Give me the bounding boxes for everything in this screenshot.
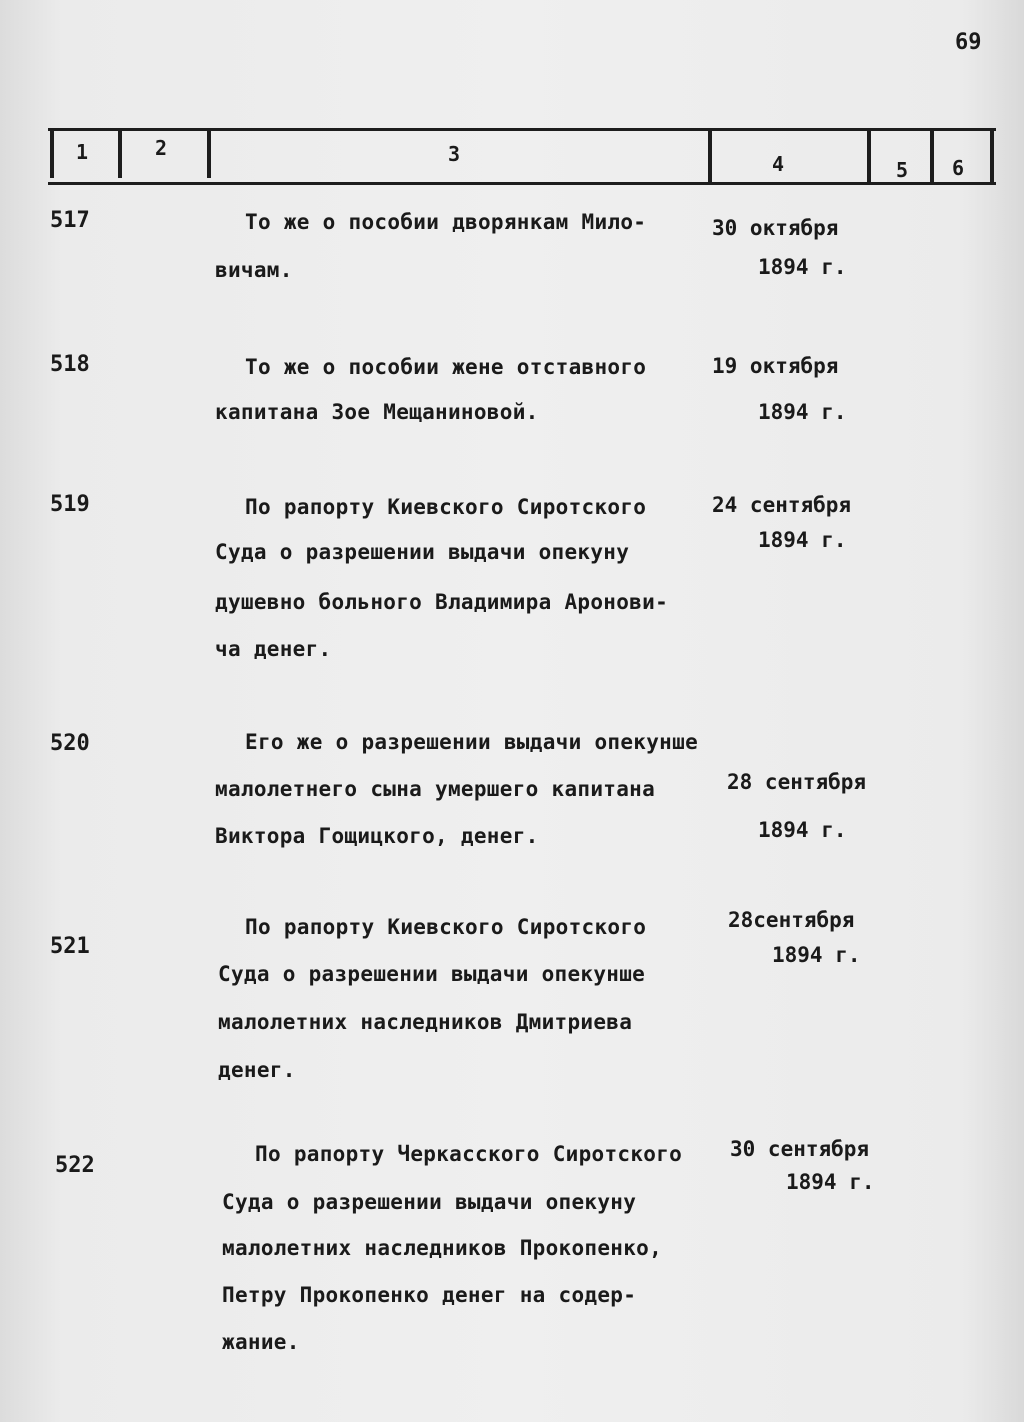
- header-bottom-rule: [48, 182, 996, 185]
- entry-text-line: То же о пособии жене отставного: [245, 355, 647, 379]
- entry-year: 1894 г.: [758, 400, 847, 424]
- header-col-1: 1: [76, 140, 89, 164]
- entry-number: 521: [50, 934, 90, 959]
- entry-year: 1894 г.: [758, 818, 847, 842]
- entry-text-line: Виктора Гощицкого, денег.: [215, 824, 539, 848]
- header-col-2: 2: [155, 136, 168, 160]
- entry-text-line: Суда о разрешении выдачи опекунше: [218, 962, 646, 986]
- header-divider: [118, 130, 122, 178]
- entry-date: 24 сентября: [712, 493, 852, 517]
- entry-text-line: жание.: [222, 1330, 300, 1354]
- entry-text-line: вичам.: [215, 258, 293, 282]
- header-divider: [50, 130, 54, 178]
- entry-text-line: капитана Зое Мещаниновой.: [215, 400, 539, 424]
- entry-number: 520: [50, 731, 90, 756]
- entry-date: 30 октября: [712, 216, 839, 240]
- entry-text-line: Суда о разрешении выдачи опекуну: [222, 1190, 637, 1214]
- entry-number: 518: [50, 352, 90, 377]
- header-divider: [990, 130, 994, 185]
- header-col-3: 3: [448, 142, 461, 166]
- entry-text-line: По рапорту Черкасского Сиротского: [255, 1142, 683, 1166]
- entry-text-line: малолетних наследников Дмитриева: [218, 1010, 633, 1034]
- entry-text-line: Суда о разрешении выдачи опекуну: [215, 540, 630, 564]
- header-divider: [708, 130, 712, 185]
- header-col-6: 6: [952, 156, 965, 180]
- entry-text-line: малолетнего сына умершего капитана: [215, 777, 656, 801]
- page-number: 69: [955, 30, 982, 55]
- header-top-rule: [48, 128, 996, 131]
- header-divider: [867, 130, 871, 185]
- entry-number: 517: [50, 208, 90, 233]
- entry-number: 519: [50, 492, 90, 517]
- entry-date: 28 сентября: [727, 770, 867, 794]
- entry-number: 522: [55, 1153, 95, 1178]
- header-divider: [207, 130, 211, 178]
- header-col-4: 4: [772, 152, 785, 176]
- entry-text-line: денег.: [218, 1058, 296, 1082]
- entry-text-line: По рапорту Киевского Сиротского: [245, 915, 647, 939]
- entry-text-line: Его же о разрешении выдачи опекунше: [245, 730, 699, 754]
- entry-year: 1894 г.: [772, 943, 861, 967]
- header-divider: [930, 130, 934, 185]
- entry-text-line: душевно больного Владимира Аронови-: [215, 590, 669, 614]
- entry-text-line: малолетних наследников Прокопенко,: [222, 1236, 663, 1260]
- entry-date: 28сентября: [728, 908, 855, 932]
- entry-text-line: По рапорту Киевского Сиротского: [245, 495, 647, 519]
- header-col-5: 5: [896, 158, 909, 182]
- entry-text-line: ча денег.: [215, 637, 332, 661]
- entry-date: 30 сентября: [730, 1137, 870, 1161]
- entry-date: 19 октября: [712, 354, 839, 378]
- entry-year: 1894 г.: [786, 1170, 875, 1194]
- entry-year: 1894 г.: [758, 255, 847, 279]
- entry-text-line: То же о пособии дворянкам Мило-: [245, 210, 647, 234]
- entry-year: 1894 г.: [758, 528, 847, 552]
- entry-text-line: Петру Прокопенко денег на содер-: [222, 1283, 637, 1307]
